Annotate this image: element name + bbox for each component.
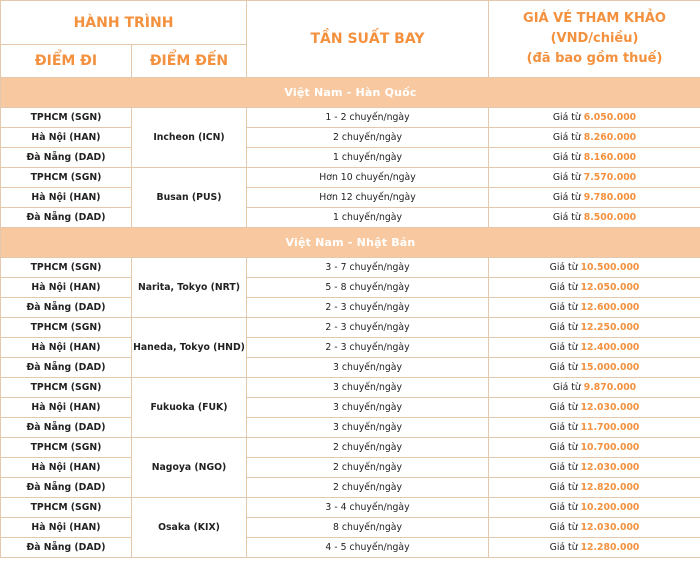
price-prefix: Giá từ (552, 382, 581, 393)
origin-header: ĐIỂM ĐI (1, 45, 132, 78)
origin-cell: TPHCM (SGN) (1, 498, 132, 518)
table-row (1, 458, 700, 478)
price-value: 15.000.000 (580, 362, 640, 373)
frequency-cell: 3 chuyến/ngày (247, 358, 489, 378)
section-title: Việt Nam - Nhật Bản (1, 228, 700, 258)
price-cell (489, 458, 700, 478)
frequency-cell: 3 chuyến/ngày (247, 378, 489, 398)
destination-cell: Fukuoka (FUK) (132, 378, 247, 438)
price-cell (489, 188, 700, 208)
price-header (489, 1, 700, 78)
price-prefix: Giá từ (549, 522, 578, 533)
frequency-header: TẦN SUẤT BAY (247, 1, 489, 78)
price-value: 10.200.000 (580, 502, 640, 513)
frequency-cell: 2 - 3 chuyến/ngày (247, 338, 489, 358)
origin-cell: TPHCM (SGN) (1, 438, 132, 458)
price-header-line1: GIÁ VÉ THAM KHẢO (523, 11, 666, 26)
price-value: 8.160.000 (583, 152, 637, 163)
price-value: 12.030.000 (580, 402, 640, 413)
frequency-cell: 3 chuyến/ngày (247, 418, 489, 438)
price-value: 9.870.000 (583, 382, 637, 393)
price-prefix: Giá từ (552, 172, 581, 183)
price-cell (489, 338, 700, 358)
price-prefix: Giá từ (549, 342, 578, 353)
table-row (1, 148, 700, 168)
price-cell (489, 498, 700, 518)
price-prefix: Giá từ (549, 262, 578, 273)
frequency-cell: 3 - 7 chuyến/ngày (247, 258, 489, 278)
price-value: 12.030.000 (580, 522, 640, 533)
table-row (1, 538, 700, 558)
price-value: 6.050.000 (583, 112, 637, 123)
price-cell (489, 378, 700, 398)
frequency-cell: 5 - 8 chuyến/ngày (247, 278, 489, 298)
table-row (1, 108, 700, 128)
price-cell (489, 398, 700, 418)
price-prefix: Giá từ (549, 402, 578, 413)
origin-cell: Hà Nội (HAN) (1, 188, 132, 208)
price-value: 12.030.000 (580, 462, 640, 473)
section-title: Việt Nam - Hàn Quốc (1, 78, 700, 108)
origin-cell: TPHCM (SGN) (1, 378, 132, 398)
destination-header: ĐIỂM ĐẾN (132, 45, 247, 78)
price-prefix: Giá từ (549, 282, 578, 293)
table-row (1, 188, 700, 208)
price-value: 12.400.000 (580, 342, 640, 353)
table-row (1, 338, 700, 358)
destination-cell: Busan (PUS) (132, 168, 247, 228)
price-prefix: Giá từ (552, 192, 581, 203)
price-cell (489, 358, 700, 378)
origin-cell: Đà Nẵng (DAD) (1, 538, 132, 558)
frequency-cell: Hơn 10 chuyến/ngày (247, 168, 489, 188)
price-prefix: Giá từ (549, 542, 578, 553)
price-cell (489, 148, 700, 168)
table-row (1, 278, 700, 298)
price-value: 12.280.000 (580, 542, 640, 553)
frequency-cell: 1 chuyến/ngày (247, 208, 489, 228)
price-cell (489, 298, 700, 318)
frequency-cell: 4 - 5 chuyến/ngày (247, 538, 489, 558)
price-cell (489, 478, 700, 498)
origin-cell: Hà Nội (HAN) (1, 398, 132, 418)
price-value: 8.500.000 (583, 212, 637, 223)
origin-cell: Đà Nẵng (DAD) (1, 148, 132, 168)
table-row (1, 378, 700, 398)
table-row (1, 518, 700, 538)
frequency-cell: 2 - 3 chuyến/ngày (247, 298, 489, 318)
route-header: HÀNH TRÌNH (1, 1, 247, 45)
origin-cell: Hà Nội (HAN) (1, 458, 132, 478)
origin-cell: Đà Nẵng (DAD) (1, 418, 132, 438)
frequency-cell: 3 chuyến/ngày (247, 398, 489, 418)
price-header-line3: (đã bao gồm thuế) (526, 51, 663, 66)
table-row (1, 298, 700, 318)
section-row (1, 228, 700, 258)
price-cell (489, 518, 700, 538)
section-row (1, 78, 700, 108)
price-cell (489, 168, 700, 188)
frequency-cell: 1 chuyến/ngày (247, 148, 489, 168)
price-value: 7.570.000 (583, 172, 637, 183)
price-value: 9.780.000 (583, 192, 637, 203)
price-prefix: Giá từ (549, 482, 578, 493)
table-row (1, 208, 700, 228)
price-cell (489, 208, 700, 228)
price-value: 8.260.000 (583, 132, 637, 143)
price-prefix: Giá từ (549, 302, 578, 313)
frequency-cell: 8 chuyến/ngày (247, 518, 489, 538)
frequency-cell: 1 - 2 chuyến/ngày (247, 108, 489, 128)
frequency-cell: 3 - 4 chuyến/ngày (247, 498, 489, 518)
origin-cell: TPHCM (SGN) (1, 318, 132, 338)
price-cell (489, 538, 700, 558)
origin-cell: Hà Nội (HAN) (1, 338, 132, 358)
price-prefix: Giá từ (549, 462, 578, 473)
price-value: 12.600.000 (580, 302, 640, 313)
table-row (1, 418, 700, 438)
price-value: 12.050.000 (580, 282, 640, 293)
destination-cell: Narita, Tokyo (NRT) (132, 258, 247, 318)
price-prefix: Giá từ (549, 422, 578, 433)
price-cell (489, 108, 700, 128)
destination-cell: Nagoya (NGO) (132, 438, 247, 498)
destination-cell: Osaka (KIX) (132, 498, 247, 558)
price-prefix: Giá từ (549, 362, 578, 373)
price-cell (489, 438, 700, 458)
destination-cell: Haneda, Tokyo (HND) (132, 318, 247, 378)
price-prefix: Giá từ (552, 112, 581, 123)
table-row (1, 258, 700, 278)
price-header-line2: (VND/chiều) (550, 31, 639, 46)
table-row (1, 358, 700, 378)
origin-cell: Đà Nẵng (DAD) (1, 208, 132, 228)
frequency-cell: 2 - 3 chuyến/ngày (247, 318, 489, 338)
origin-cell: TPHCM (SGN) (1, 168, 132, 188)
price-value: 11.700.000 (580, 422, 640, 433)
frequency-cell: 2 chuyến/ngày (247, 438, 489, 458)
table-row (1, 438, 700, 458)
table-body (1, 78, 700, 558)
origin-cell: TPHCM (SGN) (1, 108, 132, 128)
origin-cell: Đà Nẵng (DAD) (1, 298, 132, 318)
price-value: 10.500.000 (580, 262, 640, 273)
table-row (1, 498, 700, 518)
price-value: 12.820.000 (580, 482, 640, 493)
price-prefix: Giá từ (552, 212, 581, 223)
price-cell (489, 278, 700, 298)
price-prefix: Giá từ (549, 442, 578, 453)
price-cell (489, 318, 700, 338)
origin-cell: Đà Nẵng (DAD) (1, 358, 132, 378)
table-row (1, 478, 700, 498)
origin-cell: Đà Nẵng (DAD) (1, 478, 132, 498)
price-cell (489, 128, 700, 148)
price-prefix: Giá từ (552, 152, 581, 163)
origin-cell: Hà Nội (HAN) (1, 278, 132, 298)
frequency-cell: 2 chuyến/ngày (247, 478, 489, 498)
price-cell (489, 258, 700, 278)
frequency-cell: 2 chuyến/ngày (247, 128, 489, 148)
price-prefix: Giá từ (549, 502, 578, 513)
price-prefix: Giá từ (549, 322, 578, 333)
frequency-cell: Hơn 12 chuyến/ngày (247, 188, 489, 208)
price-cell (489, 418, 700, 438)
price-prefix: Giá từ (552, 132, 581, 143)
origin-cell: Hà Nội (HAN) (1, 518, 132, 538)
table-header (1, 1, 700, 78)
table-row (1, 168, 700, 188)
origin-cell: Hà Nội (HAN) (1, 128, 132, 148)
frequency-cell: 2 chuyến/ngày (247, 458, 489, 478)
origin-cell: TPHCM (SGN) (1, 258, 132, 278)
table-row (1, 398, 700, 418)
price-value: 10.700.000 (580, 442, 640, 453)
price-value: 12.250.000 (580, 322, 640, 333)
table-row (1, 128, 700, 148)
destination-cell: Incheon (ICN) (132, 108, 247, 168)
table-row (1, 318, 700, 338)
